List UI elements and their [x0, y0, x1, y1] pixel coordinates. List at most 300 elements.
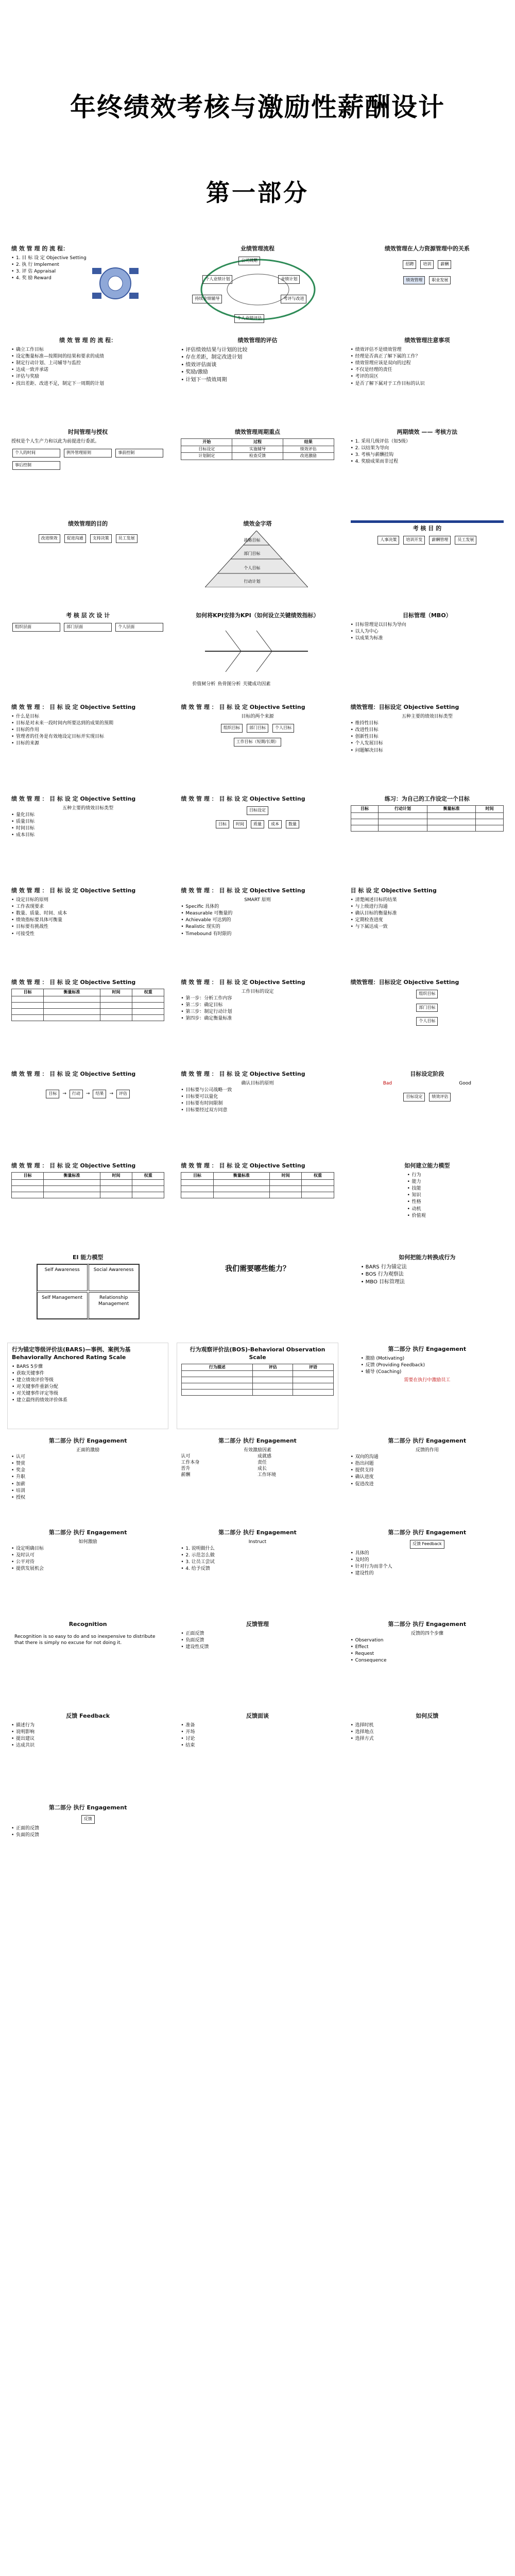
- slide-engagement-5: [7, 1526, 168, 1613]
- slide-feedback: [7, 1709, 168, 1796]
- table-row: [12, 1185, 164, 1192]
- slide-list: [11, 1546, 164, 1572]
- table-row: [12, 1179, 164, 1185]
- slide-subtitle: 反馈的四个步骤: [410, 1631, 443, 1636]
- slide-title: 绩 效 管 理 ： 目 标 设 定 Objective Setting: [11, 887, 136, 894]
- ei-grid: [37, 1264, 140, 1319]
- list-item: • 正面的反馈: [11, 1825, 164, 1832]
- level-box: 个人层面: [115, 623, 163, 632]
- list-item: • 1. 目 标 设 定 Objective Setting: [11, 255, 164, 261]
- slide-title: 绩效管理的评估: [237, 337, 278, 344]
- slide-title: 考 核 目 的: [413, 525, 442, 532]
- slide-bars: [7, 1343, 168, 1429]
- list-item: • 找出差距、改进不足，制定下一周期的计划: [11, 381, 164, 387]
- objective-box: 部门目标: [247, 724, 268, 733]
- hr-box-center: 绩效管理: [403, 276, 425, 285]
- col-header: 行动计划: [379, 805, 427, 812]
- list-item: • 绩效指标要具体可衡量: [11, 917, 164, 923]
- goal-dimensions: [181, 819, 334, 830]
- arrow-right-icon: →: [62, 1091, 66, 1097]
- bad-good-row: [351, 1080, 504, 1087]
- slide-title: 业绩管理流程: [240, 245, 274, 252]
- table-row: [182, 1371, 333, 1377]
- objective-row: [181, 737, 334, 748]
- slide-title: 第二部分 执行 Engagement: [48, 1529, 127, 1536]
- list-item: • 4. 给予反馈: [181, 1566, 334, 1572]
- slide-smart: [177, 884, 338, 971]
- slide-subtitle: 工作目标的设定: [241, 989, 274, 994]
- col-header: 目标: [181, 1172, 213, 1179]
- objective-row: [181, 723, 334, 734]
- main-title: 年终绩效考核与激励性薪酬设计: [70, 92, 445, 122]
- objective-table: [11, 989, 164, 1021]
- slide-objective-10: [347, 976, 508, 1062]
- list-item: • 促进改进: [351, 1481, 504, 1487]
- slide-cycle-focus: [177, 426, 338, 512]
- cycle-box-coaching: 持续业绩辅导: [192, 295, 222, 303]
- list-item: • 赞赏: [11, 1461, 164, 1467]
- stage-box: 目标设定: [403, 1093, 425, 1101]
- list-item: • 设定明确目标: [11, 1546, 164, 1552]
- time-box: 例外管理原则: [64, 449, 112, 457]
- slide-engagement-2: [7, 1434, 168, 1521]
- table-row: [351, 812, 503, 819]
- slide-objective-2: [177, 701, 338, 787]
- list-item: • 第二步：确定目标: [181, 1002, 334, 1008]
- table-cell: 改进激励: [283, 453, 334, 460]
- list-item: • Request: [351, 1651, 504, 1657]
- slide-list: [11, 1825, 164, 1838]
- table-row: [12, 1014, 164, 1021]
- slide-title: 第二部分 执行 Engagement: [388, 1346, 467, 1352]
- list-item: • 与上级进行沟通: [351, 904, 504, 910]
- goal-dimension: 目标: [216, 820, 229, 829]
- slide-purpose: [7, 517, 168, 604]
- objective-box: 工作目标（短期/长期）: [234, 738, 282, 747]
- list-item: • 4. 奖 励 Reward: [11, 275, 164, 281]
- process-cycle-graphic: [84, 263, 146, 304]
- purpose-box: 员工发展: [455, 536, 476, 545]
- ei-quadrant: Self Awareness: [37, 1264, 88, 1291]
- list-item: • 负面的反馈: [11, 1832, 164, 1838]
- slide-subtitle: SMART 原则: [244, 897, 271, 903]
- list-item: • 以人为中心: [351, 629, 504, 635]
- list-item: • 数量、质量、时间、成本: [11, 910, 164, 917]
- slide-title: 绩 效 管 理 ： 目 标 设 定 Objective Setting: [11, 1162, 136, 1169]
- quote-text: Recognition is so easy to do and so inexpensive to distribute that there is simply no excuse for not doing it.: [14, 1634, 156, 1646]
- slide-title: 绩效管理在人力资源管理中的关系: [384, 245, 470, 252]
- list-item: • Realistic 现实的: [181, 924, 334, 930]
- slide-list: [351, 347, 504, 387]
- list-item: • 确立工作目标: [11, 347, 164, 353]
- org-box: 部门目标: [416, 1004, 438, 1012]
- feedback-badge: 反馈: [81, 1815, 95, 1824]
- slide-subtitle: 目标的两个来源: [241, 714, 274, 719]
- slide-objective-5: [177, 792, 338, 879]
- factor-grid: [181, 1453, 334, 1479]
- list-item: • 升职: [11, 1474, 164, 1480]
- list-item: • 建设性反馈: [181, 1644, 334, 1650]
- list-item: • 目标要有挑战性: [11, 924, 164, 930]
- list-item: • 辅导 (Coaching): [361, 1369, 504, 1375]
- purpose-box: 薪酬管理: [429, 536, 451, 545]
- list-item: • 说明影响: [11, 1729, 164, 1735]
- table-cell: 目标设定: [181, 446, 232, 453]
- list-item: • 管理者的任务是有效地设定目标并实现目标: [11, 734, 164, 740]
- purpose-row: [11, 533, 164, 544]
- pyramid-level: 个人目标: [244, 566, 261, 570]
- list-item: • BARS 5步骤: [12, 1364, 164, 1370]
- col-header: 结果: [283, 438, 334, 446]
- list-item: • 结束: [181, 1742, 334, 1749]
- slide-title: EI 能力模型: [72, 1254, 104, 1261]
- slide-title: 第二部分 执行 Engagement: [218, 1437, 297, 1444]
- list-item: • 技能: [407, 1185, 504, 1192]
- table-row: [182, 1389, 333, 1396]
- list-item: • 3. 评 估 Appraisal: [11, 268, 164, 275]
- slide-title: 反馈 Feedback: [66, 1713, 110, 1719]
- list-item: • 建立绩效评价等级: [12, 1377, 164, 1383]
- list-item: • 目标要经过双方同意: [181, 1107, 334, 1113]
- flow-row: [11, 1089, 164, 1099]
- slide-list: [11, 897, 164, 937]
- cycle-box-review: 考评与改进: [281, 295, 306, 303]
- slide-engagement-8: [347, 1618, 508, 1704]
- slide-objective-stage: [347, 1067, 508, 1154]
- kpi-method: 关键成功因素: [243, 682, 271, 687]
- slide-subtitle: 五种主要的绩效目标类型: [62, 805, 114, 811]
- slide-competency-model: [347, 1159, 508, 1246]
- list-item: • 改进性目标: [351, 727, 504, 733]
- list-item: • 指出问题: [351, 1461, 504, 1467]
- slide-title: 行为锚定等级评价法(BARS)—事例、案例为基 Behaviorally Anchored Rating Scale: [12, 1346, 131, 1361]
- list-item: • 建立最终的绩效评价体系: [12, 1397, 164, 1403]
- table-row: [182, 1383, 333, 1389]
- list-item: • 激励 (Motivating): [361, 1355, 504, 1362]
- slide-notes: [347, 334, 508, 420]
- slide-engagement-3: [177, 1434, 338, 1521]
- list-item: • 定期检查进度: [351, 917, 504, 923]
- slide-list: [407, 1172, 504, 1219]
- list-item: • Timebound 有时限的: [181, 931, 334, 937]
- exercise-table: [351, 805, 504, 832]
- slide-title: 绩 效 管 理 的 流 程：: [59, 337, 117, 344]
- slide-title: 绩 效 管 理 ： 目 标 设 定 Objective Setting: [181, 979, 305, 986]
- slide-process-1: [7, 242, 168, 329]
- slide-empty: [347, 1801, 508, 1888]
- list-item: • Effect: [351, 1644, 504, 1650]
- slide-list: [11, 1454, 164, 1501]
- slide-list: [181, 1631, 334, 1650]
- list-item: • 提供发展机会: [11, 1566, 164, 1572]
- slide-subtitle: 正面的激励: [76, 1447, 100, 1453]
- purpose-box: 改进绩效: [39, 534, 60, 543]
- list-item: • 准备: [181, 1722, 334, 1728]
- slide-list: [181, 1546, 334, 1572]
- table-row: [181, 1192, 334, 1198]
- slide-title: 考 核 层 次 设 计: [66, 612, 110, 619]
- col-header: 评语: [293, 1364, 333, 1371]
- list-item: • 绩效评估不是绩效管理: [351, 347, 504, 353]
- ei-quadrant: Relationship Management: [89, 1292, 139, 1319]
- slide-list: [361, 1355, 504, 1375]
- cycle-box-plan: 业绩计划: [278, 275, 300, 284]
- slide-list: [351, 897, 504, 930]
- section-title: 第一部分: [206, 179, 309, 207]
- slide-title: 第二部分 执行 Engagement: [218, 1529, 297, 1536]
- slide-subtitle: 五种主要的绩效目标类型: [401, 714, 453, 719]
- slide-title: 如何将KPI安排为KPI（如何设立关键绩效指标）: [196, 612, 319, 619]
- list-item: • 选择地点: [351, 1729, 504, 1735]
- col-header: 权重: [302, 1172, 334, 1179]
- org-box: 组织目标: [416, 990, 438, 998]
- slide-objective-4: [7, 792, 168, 879]
- slide-list: [351, 720, 504, 754]
- factor-item: 认可: [181, 1453, 191, 1459]
- slide-subtitle: Instruct: [248, 1539, 267, 1545]
- slide-process-2: [7, 334, 168, 420]
- col-header: 开始: [181, 438, 232, 446]
- slide-objective-8: [7, 976, 168, 1062]
- slide-time-management: [7, 426, 168, 512]
- flow-box: 结果: [93, 1090, 106, 1098]
- slide-list: [11, 714, 164, 747]
- list-item: • 3. 让员工尝试: [181, 1559, 334, 1565]
- bad-label: Bad: [383, 1080, 392, 1086]
- list-item: • 授权: [11, 1495, 164, 1501]
- table-row: [181, 1185, 334, 1192]
- list-item: • 动机: [407, 1206, 504, 1212]
- slide-title: Recognition: [68, 1621, 107, 1628]
- time-box: 个人的时间: [12, 449, 60, 457]
- goal-dimension: 数量: [286, 820, 299, 829]
- col-header: 衡量标准: [44, 989, 100, 996]
- list-item: • 对关键事件评定等级: [12, 1391, 164, 1397]
- factor-item: 责任: [257, 1460, 267, 1466]
- slide-title: 绩 效 管 理 ： 目 标 设 定 Objective Setting: [181, 1071, 305, 1077]
- slide-title: 如何把能力转换成行为: [399, 1254, 456, 1261]
- slide-title: 目标设定阶段: [410, 1071, 444, 1077]
- list-item: • 问题解决目标: [351, 748, 504, 754]
- slide-title: 绩效管理：目标设定 Objective Setting: [350, 704, 459, 710]
- stage-row: [351, 1092, 504, 1103]
- slide-engagement-9: [7, 1801, 168, 1888]
- list-item: • MBO 目标管理法: [361, 1279, 504, 1286]
- slide-hr-relation: [347, 242, 508, 329]
- slide-title: 绩效管理：目标设定 Objective Setting: [350, 979, 459, 986]
- slide-objective-9: [177, 976, 338, 1062]
- list-item: • 量化目标: [11, 812, 164, 818]
- slide-title: 目标管理（MBO）: [402, 612, 452, 619]
- list-item: • 确认目标的衡量标准: [351, 910, 504, 917]
- col-header: 目标: [12, 989, 44, 996]
- slide-recognition-quote: [7, 1618, 168, 1704]
- hr-row-center: [351, 275, 504, 286]
- slide-list: [351, 1550, 504, 1577]
- slide-two-phase: [347, 426, 508, 512]
- slide-ei-model: [7, 1251, 168, 1337]
- slide-list: [351, 1722, 504, 1742]
- list-item: • Measurable 可衡量的: [181, 910, 334, 917]
- hr-box: 招聘: [403, 260, 416, 269]
- slide-objective-14: [177, 1159, 338, 1246]
- goal-box: 目标设定: [247, 806, 268, 815]
- slide-list: [11, 347, 164, 387]
- arrow-right-icon: →: [85, 1091, 90, 1097]
- col-header: 时间: [270, 1172, 302, 1179]
- list-item: • 什么是目标: [11, 714, 164, 720]
- org-row: [351, 1003, 504, 1013]
- slide-title: 绩 效 管 理 的 流 程：: [11, 245, 68, 252]
- list-item: • 第一步：分析工作内容: [181, 995, 334, 1002]
- table-cell: 实施辅导: [232, 446, 283, 453]
- list-item: • 及时的: [351, 1557, 504, 1563]
- purpose-row: [351, 535, 504, 546]
- list-item: • 目标的作用: [11, 727, 164, 733]
- list-item: • 目标管理是以目标为导向: [351, 622, 504, 628]
- stage-box: 绩效评估: [429, 1093, 451, 1101]
- slide-title: 绩效金字塔: [243, 520, 272, 527]
- fishbone-graphic: [200, 625, 313, 677]
- slide-engagement-4: [347, 1434, 508, 1521]
- goal-center: [181, 805, 334, 816]
- table-cell: 计划制定: [181, 453, 232, 460]
- list-item: • 培训: [11, 1488, 164, 1494]
- pyramid-level: 部门目标: [244, 551, 261, 556]
- feedback-badge: 反馈 Feedback: [410, 1540, 444, 1549]
- list-item: • 提供支持: [351, 1467, 504, 1473]
- list-item: • 价值观: [407, 1213, 504, 1219]
- list-item: • 个人发展目标: [351, 740, 504, 747]
- list-item: • 行为: [407, 1172, 504, 1178]
- flow-box: 评估: [116, 1090, 130, 1098]
- slide-mbo: [347, 609, 508, 696]
- list-item: • 反馈 (Providing Feedback): [361, 1362, 504, 1368]
- pyramid-level: 战略目标: [244, 538, 261, 543]
- col-header: 目标: [351, 805, 379, 812]
- list-item: • 开场: [181, 1729, 334, 1735]
- feedback-badge-row: [351, 1539, 504, 1550]
- org-box: 个人目标: [416, 1017, 438, 1026]
- kpi-methods: [192, 681, 270, 687]
- time-grid: [11, 448, 164, 471]
- slide-subtitle: 反馈的作用: [415, 1447, 439, 1453]
- flow-box: 目标: [46, 1090, 59, 1098]
- slide-bos: [177, 1343, 338, 1429]
- slide-list: [11, 812, 164, 839]
- purpose-box: 员工发展: [116, 534, 138, 543]
- slide-subtitle: 确认目标的原则: [241, 1080, 274, 1086]
- list-item: • 经理是否真正了解下属的工作？: [351, 353, 504, 360]
- slide-title: 第二部分 执行 Engagement: [48, 1804, 127, 1811]
- col-header: 权重: [132, 1172, 164, 1179]
- list-item: • 目标要有时间限制: [181, 1100, 334, 1107]
- list-item: • 设定衡量标准—按期间的结果和要求的成绩: [11, 353, 164, 360]
- slide-objective-11: [7, 1067, 168, 1154]
- slide-title: 绩 效 管 理 ： 目 标 设 定 Objective Setting: [11, 1071, 136, 1077]
- slide-title: 第二部分 执行 Engagement: [388, 1529, 467, 1536]
- slide-feedback-interview: [177, 1709, 338, 1796]
- list-item: • 制定行动计划、上司辅导与监控: [11, 360, 164, 366]
- slide-title: 绩效管理周期重点: [234, 429, 280, 435]
- col-header: 时间: [476, 805, 504, 812]
- list-item: • 工作表现要求: [11, 904, 164, 910]
- list-item: • 达成共识: [11, 1742, 164, 1749]
- table-row: [182, 1377, 333, 1383]
- col-header: 目标: [12, 1172, 44, 1179]
- list-item: • Specific 具体的: [181, 904, 334, 910]
- col-header: 评估: [253, 1364, 293, 1371]
- feedback-badge-row: [11, 1814, 164, 1825]
- slide-which-competencies: [177, 1251, 338, 1337]
- table-row: [351, 825, 503, 831]
- list-item: • 质量目标: [11, 819, 164, 825]
- flow-box: 行动: [70, 1090, 83, 1098]
- goal-dimension: 质量: [251, 820, 264, 829]
- list-item: • 获取关键事件: [12, 1370, 164, 1377]
- col-header: 行为描述: [182, 1364, 253, 1371]
- list-item: • 加薪: [11, 1481, 164, 1487]
- list-item: • 奖金: [11, 1467, 164, 1473]
- slide-objective-6: [7, 884, 168, 971]
- list-item: • 不仅是经理的责任: [351, 367, 504, 373]
- list-item: • 性格: [407, 1199, 504, 1205]
- slide-assessment-purpose: [347, 517, 508, 604]
- cycle-box-evaluation: 个人业绩评估: [234, 314, 264, 323]
- slide-list: [351, 622, 504, 641]
- slide-subtitle: 有效激励因素: [243, 1447, 271, 1453]
- title-bar: [351, 520, 504, 523]
- purpose-box: 人事决策: [377, 536, 399, 545]
- list-item: • 目标是对未来一段时间内所要达到的成果的预期: [11, 720, 164, 726]
- table-row: [12, 1192, 164, 1198]
- list-item: • 第三步：制定行动计划: [181, 1009, 334, 1015]
- table-row: [12, 1002, 164, 1008]
- slide-how-feedback: [347, 1709, 508, 1796]
- hr-box: 培训: [420, 260, 434, 269]
- list-item: • Achievable 可达到的: [181, 917, 334, 923]
- goal-dimension: 时间: [233, 820, 247, 829]
- list-item: • 清楚阐述目标的结果: [351, 897, 504, 903]
- list-item: • 计划下一绩效周期: [181, 377, 334, 384]
- list-item: • 以成果为标准: [351, 635, 504, 641]
- slide-objective-3: [347, 701, 508, 787]
- col-header: 衡量标准: [44, 1172, 100, 1179]
- slide-title: 两期绩效 —— 考核方法: [397, 429, 458, 435]
- list-item: • 评估与奖励: [11, 374, 164, 380]
- list-item: • 公平对待: [11, 1559, 164, 1565]
- cycle-table: [181, 438, 334, 460]
- slide-pyramid: [177, 517, 338, 604]
- list-item: • 4. 奖励成果而非过程: [351, 459, 504, 465]
- slide-title: 第二部分 执行 Engagement: [48, 1437, 127, 1444]
- list-item: • 对关键事件重新分配: [12, 1384, 164, 1390]
- arrow-right-icon: →: [109, 1091, 113, 1097]
- slide-title: 如何反馈: [416, 1713, 439, 1719]
- list-item: • 是否了解下属对于工作目标的认识: [351, 381, 504, 387]
- slide-subtitle: 如何激励: [78, 1539, 97, 1545]
- factor-item: 薪酬: [181, 1472, 191, 1478]
- slide-list: [181, 1722, 334, 1749]
- slide-note: 需要在执行中激励员工: [404, 1378, 451, 1383]
- slide-title: 第二部分 执行 Engagement: [388, 1621, 467, 1628]
- slide-title: 我们需要哪些能力？: [225, 1265, 290, 1273]
- levels-grid: [11, 622, 164, 633]
- list-item: • 可接受性: [11, 931, 164, 937]
- list-item: • 1. 采用几级评估（如5级）: [351, 438, 504, 445]
- list-item: • 2. 执 行 Implement: [11, 262, 164, 268]
- table-row: [181, 1179, 334, 1185]
